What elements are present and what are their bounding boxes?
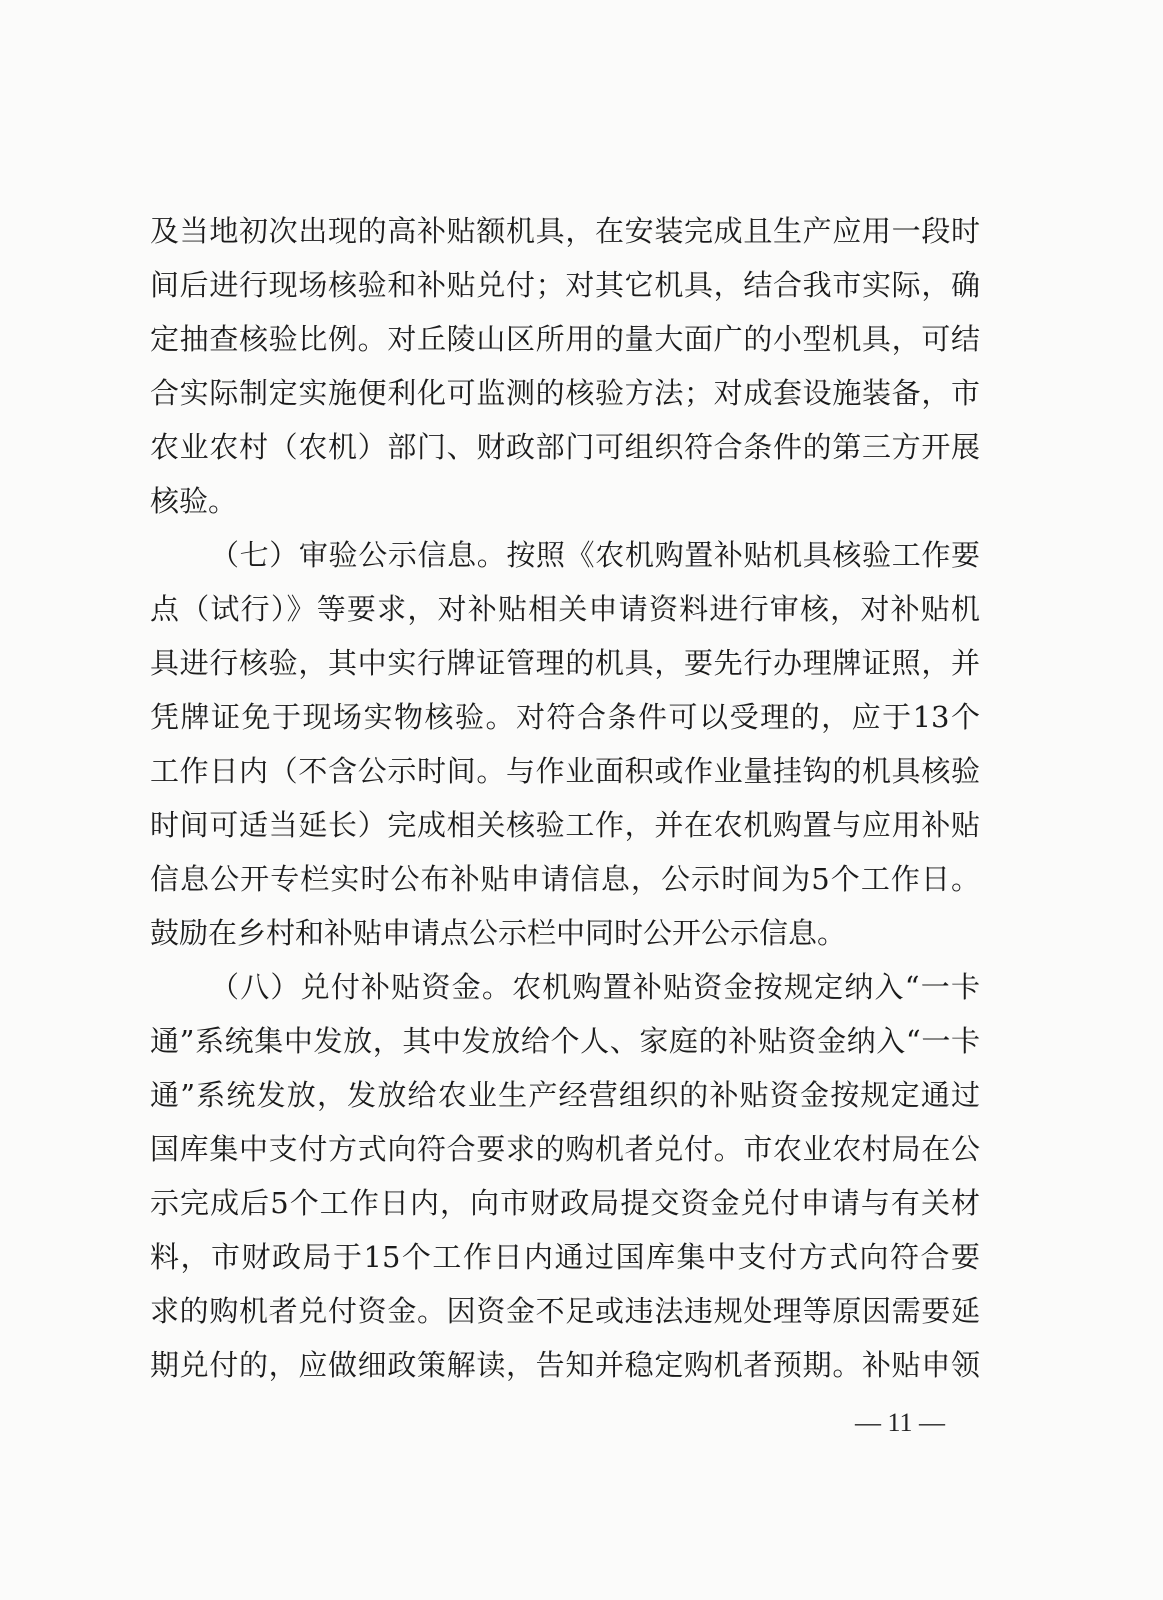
text-line: 信息公开专栏实时公布补贴申请信息，公示时间为5个工作日。	[150, 862, 980, 896]
text-line: 具进行核验，其中实行牌证管理的机具，要先行办理牌证照，并	[150, 646, 980, 680]
text-line: 工作日内（不含公示时间。与作业面积或作业量挂钩的机具核验	[150, 754, 980, 788]
text-line: 凭牌证免于现场实物核验。对符合条件可以受理的，应于13个	[150, 700, 980, 734]
text-line: 时间可适当延长）完成相关核验工作，并在农机购置与应用补贴	[150, 808, 980, 842]
text-line: 点（试行）》等要求，对补贴相关申请资料进行审核，对补贴机	[150, 592, 980, 626]
text-line: 农业农村（农机）部门、财政部门可组织符合条件的第三方开展	[150, 430, 980, 464]
text-line: 间后进行现场核验和补贴兑付；对其它机具，结合我市实际，确	[150, 268, 980, 302]
page-number: — 11 —	[854, 1408, 946, 1437]
text-line: 通”系统发放，发放给农业生产经营组织的补贴资金按规定通过	[150, 1078, 980, 1112]
text-line: （八）兑付补贴资金。农机购置补贴资金按规定纳入“一卡	[210, 970, 980, 1004]
body-text	[150, 204, 980, 1392]
text-line: 期兑付的，应做细政策解读，告知并稳定购机者预期。补贴申领	[150, 1348, 980, 1382]
text-line: 通”系统集中发放，其中发放给个人、家庭的补贴资金纳入“一卡	[150, 1024, 980, 1058]
text-line: 料，市财政局于15个工作日内通过国库集中支付方式向符合要	[150, 1240, 980, 1274]
text-line: （七）审验公示信息。按照《农机购置补贴机具核验工作要	[210, 538, 980, 572]
text-line: 合实际制定实施便利化可监测的核验方法；对成套设施装备，市	[150, 376, 980, 410]
text-line: 定抽查核验比例。对丘陵山区所用的量大面广的小型机具，可结	[150, 322, 980, 356]
text-line: 鼓励在乡村和补贴申请点公示栏中同时公开公示信息。	[150, 916, 847, 950]
text-line: 求的购机者兑付资金。因资金不足或违法违规处理等原因需要延	[150, 1294, 980, 1328]
text-line: 国库集中支付方式向符合要求的购机者兑付。市农业农村局在公	[150, 1132, 980, 1166]
text-line: 示完成后5个工作日内，向市财政局提交资金兑付申请与有关材	[150, 1186, 980, 1220]
text-line: 核验。	[150, 484, 238, 518]
text-line: 及当地初次出现的高补贴额机具，在安装完成且生产应用一段时	[150, 214, 980, 248]
